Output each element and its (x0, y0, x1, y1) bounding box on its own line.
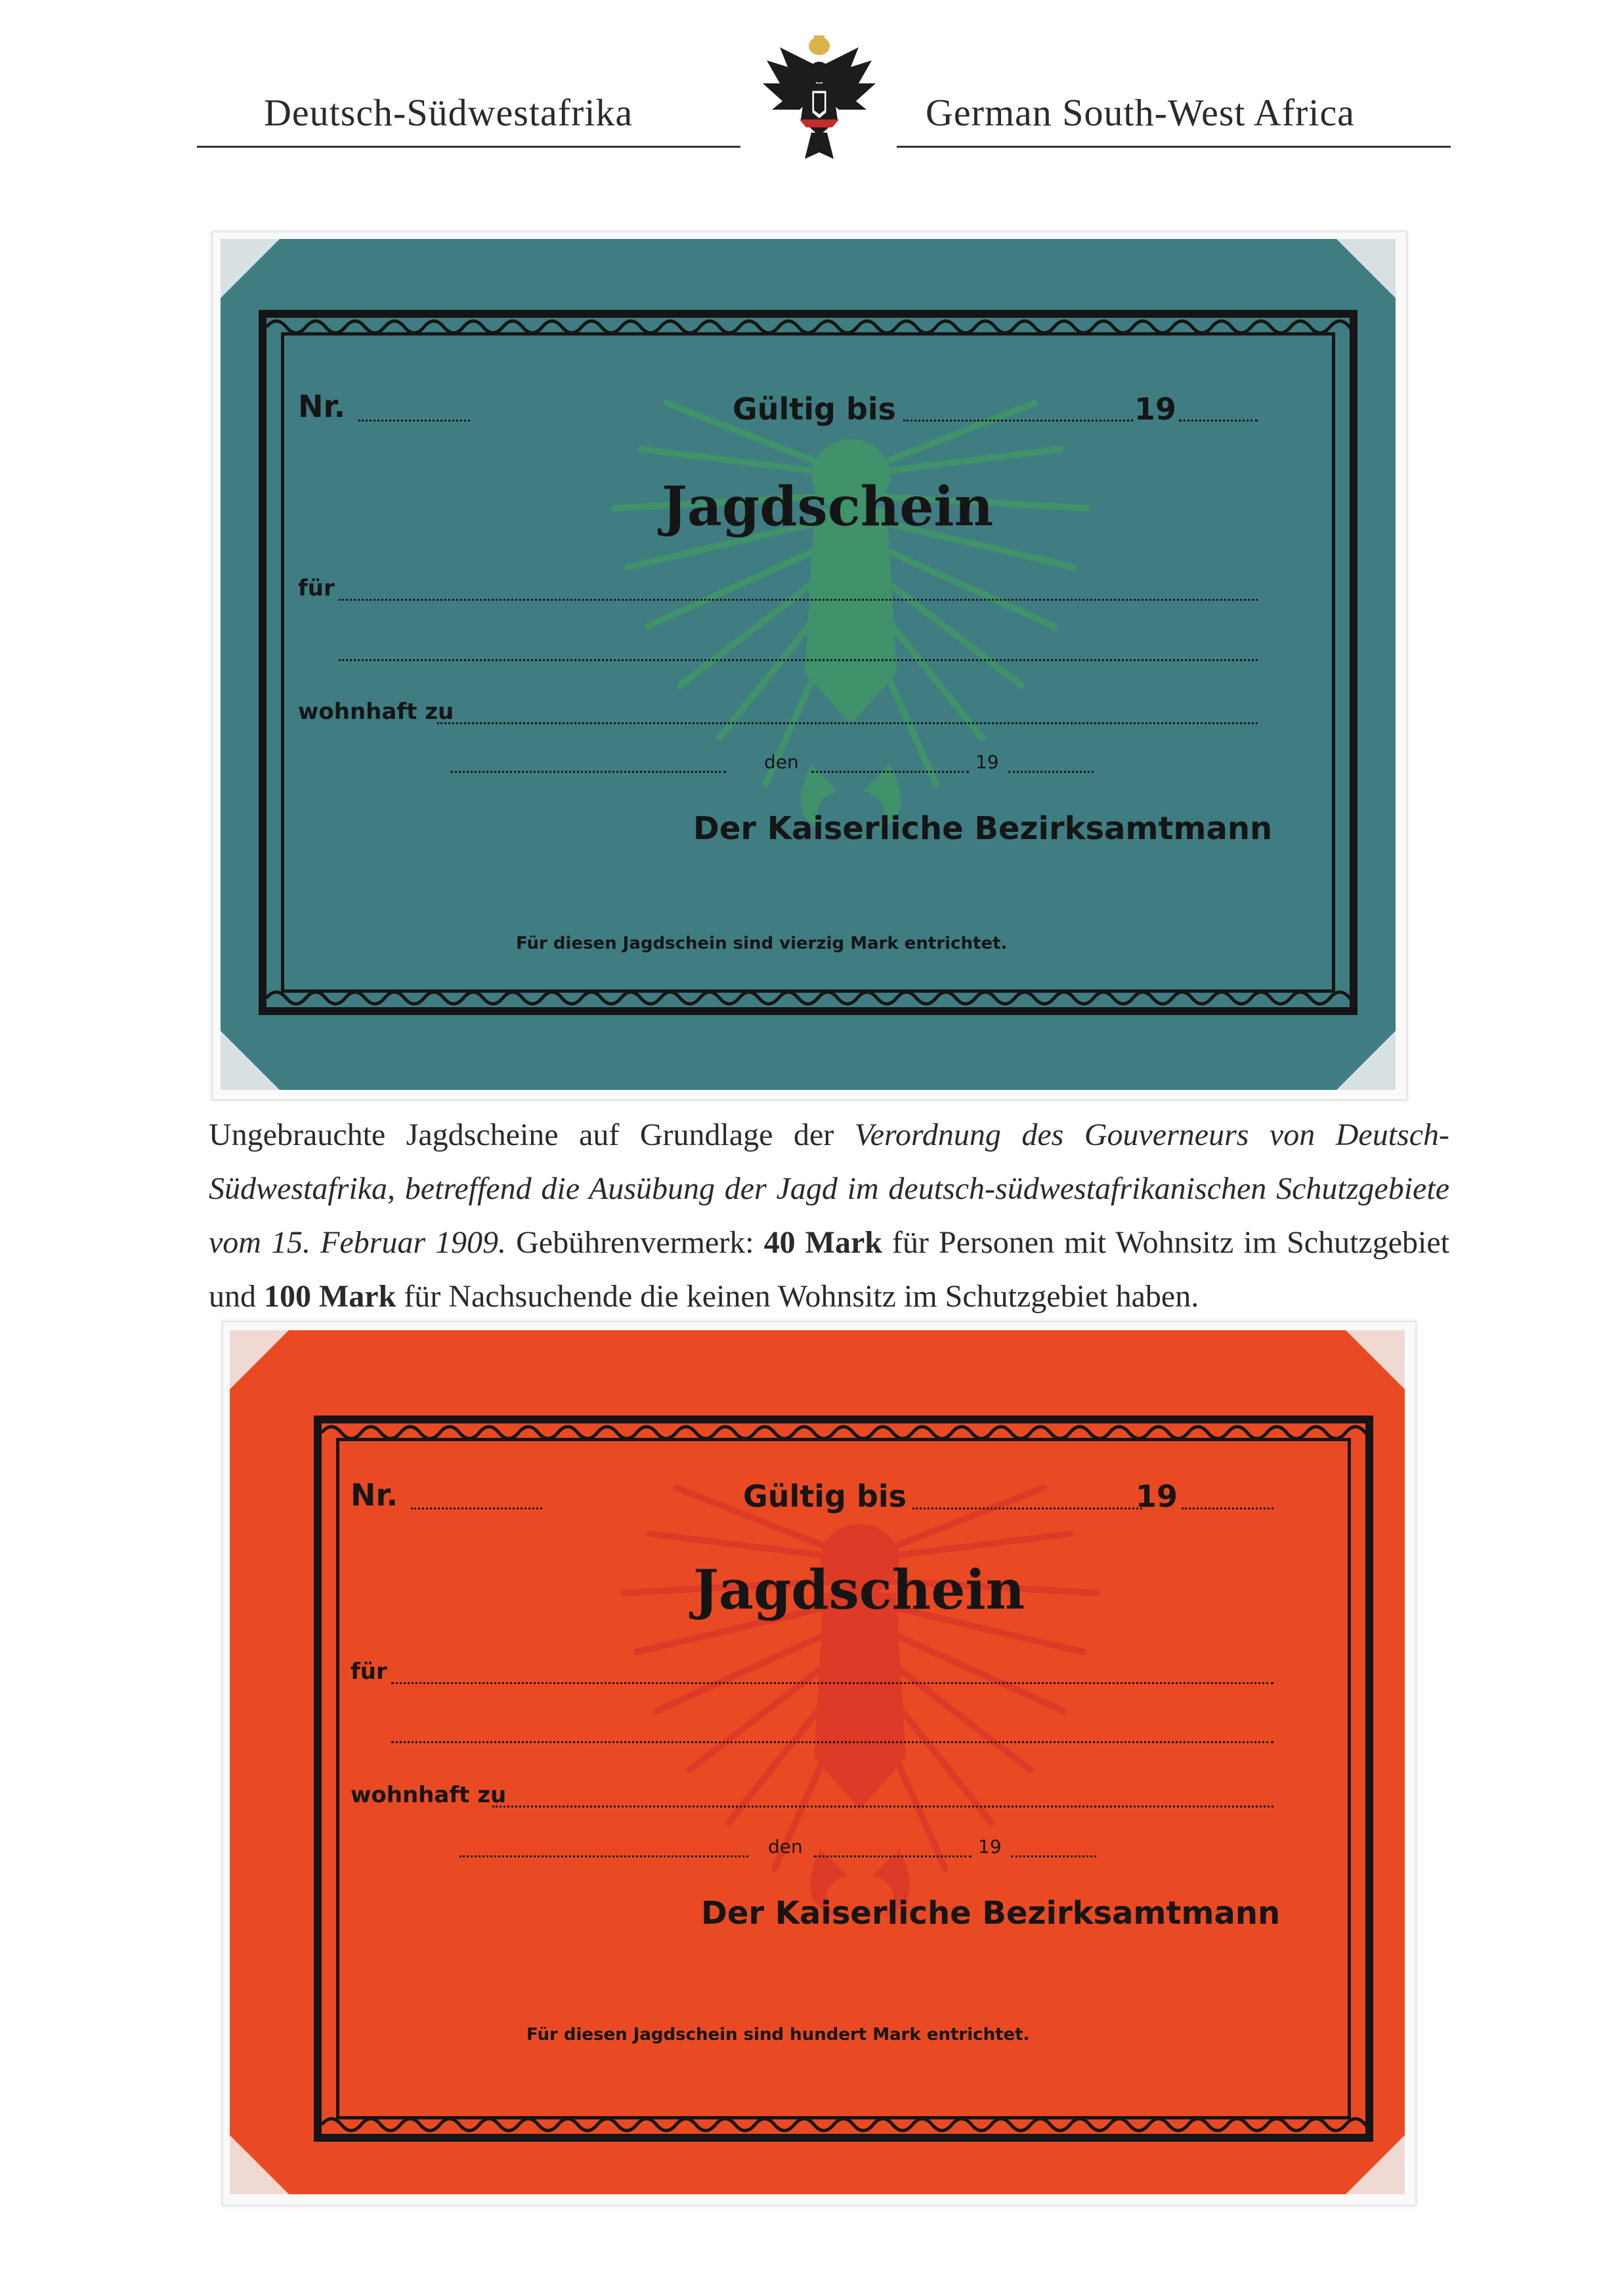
green-photo-corner-icon-2 (1336, 1031, 1396, 1090)
red-year-line (1182, 1507, 1273, 1509)
green-date-line (811, 771, 969, 773)
red-date-year: 19 (978, 1836, 1002, 1857)
red-photo-corner-icon-4 (1346, 2135, 1405, 2194)
green-photo-corner-icon-4 (1336, 239, 1396, 298)
green-for-line-2 (339, 659, 1258, 661)
red-valid-line (912, 1507, 1142, 1509)
green-photo-corner-icon-3 (221, 239, 280, 298)
green-valid-label: Gültig bis (733, 391, 897, 427)
red-valid-label: Gültig bis (743, 1479, 907, 1514)
red-photo-corner-icon-2 (1346, 1330, 1405, 1389)
red-title: Jagdschein (693, 1559, 1025, 1622)
green-photo-corner-icon (221, 1031, 280, 1090)
green-valid-line (903, 420, 1133, 422)
red-hunting-licence (230, 1330, 1405, 2194)
border-wave-top (267, 314, 1350, 340)
red-official-title: Der Kaiserliche Bezirksamtmann (701, 1895, 1281, 1932)
imperial-eagle-icon (760, 21, 878, 172)
header-rule-left (197, 146, 740, 148)
green-date-year-line (1008, 771, 1094, 773)
red-place-line (459, 1855, 748, 1857)
header-title-english: German South-West Africa (926, 91, 1355, 134)
red-for-label: für (351, 1658, 387, 1685)
green-official-title: Der Kaiserliche Bezirksamtmann (693, 810, 1273, 847)
green-year-line (1179, 420, 1258, 422)
red-residence-label: wohnhaft zu (351, 1782, 507, 1808)
green-date-label: den (764, 751, 799, 773)
green-nr-line (358, 420, 470, 422)
green-title: Jagdschein (662, 475, 994, 538)
green-year-prefix: 19 (1134, 391, 1177, 427)
red-residence-line (492, 1806, 1273, 1808)
caption-paragraph (209, 1108, 1449, 1324)
red-fee-note: Für diesen Jagdschein sind hundert Mark entrichtet. (526, 2025, 1030, 2045)
green-place-line (450, 771, 726, 773)
green-residence-line (437, 722, 1258, 724)
red-for-line-2 (391, 1741, 1273, 1743)
green-fee-note: Für diesen Jagdschein sind vierzig Mark entrichtet. (516, 934, 1008, 953)
border-wave-bottom (267, 985, 1350, 1011)
caption-fee-40: 40 Mark (763, 1225, 882, 1260)
red-photo-corner-icon (230, 1330, 289, 1389)
green-hunting-licence (221, 239, 1396, 1090)
red-date-year-line (1011, 1855, 1096, 1857)
caption-text-4: für Nachsuchende die keinen Wohnsitz im Schutzgebiet haben. (396, 1279, 1199, 1314)
red-nr-label: Nr. (351, 1477, 398, 1513)
green-residence-label: wohnhaft zu (298, 699, 454, 725)
green-date-year: 19 (975, 751, 999, 773)
green-for-line (339, 599, 1258, 601)
header-rule-right (897, 146, 1451, 148)
red-date-line (814, 1855, 972, 1857)
red-date-label: den (768, 1836, 803, 1857)
green-nr-label: Nr. (298, 389, 346, 424)
red-for-line (391, 1682, 1273, 1684)
caption-text-1: Ungebrauchte Jagdscheine auf Grundlage der (209, 1117, 855, 1152)
green-for-label: für (298, 575, 335, 601)
border-wave-top (322, 1419, 1365, 1446)
caption-fee-100: 100 Mark (264, 1279, 396, 1314)
caption-text-3: für Personen mit Wohnsitz im Schutzgebiet und (209, 1225, 1449, 1314)
red-photo-corner-icon-3 (230, 2135, 289, 2194)
caption-text-2: Gebührenvermerk: (506, 1225, 764, 1260)
red-nr-line (411, 1507, 542, 1509)
border-wave-bottom (322, 2112, 1365, 2138)
header-title-german: Deutsch-Südwestafrika (264, 91, 633, 134)
red-year-prefix: 19 (1136, 1479, 1178, 1514)
caption-ordinance: Verordnung des Gouverneurs von Deutsch-Südwestafrika, betreffend die Ausübung der Jagd im deutsch-südwestafrikanischen Schutzgebiete vom 15. Februar 1909. (209, 1117, 1449, 1260)
